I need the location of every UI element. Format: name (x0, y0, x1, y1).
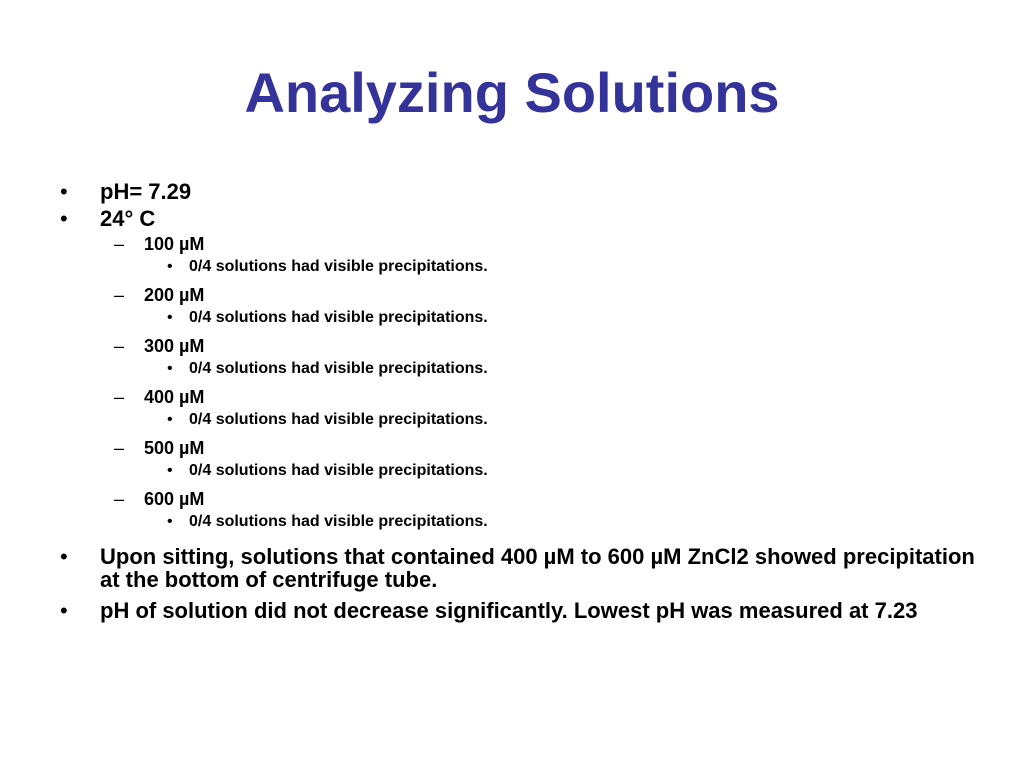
slide-body (60, 180, 980, 630)
note-text: 0/4 solutions had visible precipitations. (189, 411, 488, 428)
concentration-label: 600 µM (144, 489, 205, 509)
concentration-label: 500 µM (144, 438, 205, 458)
concentration-note (60, 462, 980, 480)
bullet-ph (60, 180, 980, 203)
concentration-note (60, 309, 980, 327)
bullet-text: pH of solution did not decrease significantly. Lowest pH was measured at 7.23 (100, 598, 918, 623)
note-text: 0/4 solutions had visible precipitations. (189, 513, 488, 530)
concentration-label: 200 µM (144, 285, 205, 305)
bullet-marker: • (60, 544, 68, 569)
concentration-note (60, 513, 980, 531)
dash-marker: – (114, 438, 125, 458)
small-bullet-marker: • (167, 513, 173, 530)
concentration-item (60, 234, 980, 254)
dash-marker: – (114, 489, 125, 509)
concentration-item (60, 387, 980, 407)
note-text: 0/4 solutions had visible precipitations. (189, 360, 488, 377)
dash-marker: – (114, 336, 125, 356)
small-bullet-marker: • (167, 258, 173, 275)
small-bullet-marker: • (167, 462, 173, 479)
bullet-marker: • (60, 206, 68, 231)
bullet-conclusion-precipitation (60, 545, 980, 591)
concentration-note (60, 411, 980, 429)
bullet-text: 24° C (100, 206, 156, 231)
concentration-label: 300 µM (144, 336, 205, 356)
dash-marker: – (114, 387, 125, 407)
concentration-note (60, 258, 980, 276)
bullet-marker: • (60, 179, 68, 204)
slide-title: Analyzing Solutions (244, 61, 780, 124)
bullet-text: pH= 7.29 (100, 179, 192, 204)
small-bullet-marker: • (167, 411, 173, 428)
concentration-label: 400 µM (144, 387, 205, 407)
bullet-text: Upon sitting, solutions that contained 400 µM to 600 µM ZnCl2 showed precipitation at the bottom of centrifuge tube. (100, 544, 975, 592)
note-text: 0/4 solutions had visible precipitations. (189, 309, 488, 326)
concentration-label: 100 µM (144, 234, 205, 254)
dash-marker: – (114, 285, 125, 305)
concentration-note (60, 360, 980, 378)
bullet-temperature (60, 207, 980, 230)
concentration-item (60, 285, 980, 305)
dash-marker: – (114, 234, 125, 254)
concentration-item (60, 438, 980, 458)
bullet-marker: • (60, 598, 68, 623)
small-bullet-marker: • (167, 309, 173, 326)
concentration-item (60, 336, 980, 356)
note-text: 0/4 solutions had visible precipitations. (189, 462, 488, 479)
note-text: 0/4 solutions had visible precipitations. (189, 258, 488, 275)
bullet-conclusion-ph (60, 599, 980, 622)
concentration-item (60, 489, 980, 509)
small-bullet-marker: • (167, 360, 173, 377)
